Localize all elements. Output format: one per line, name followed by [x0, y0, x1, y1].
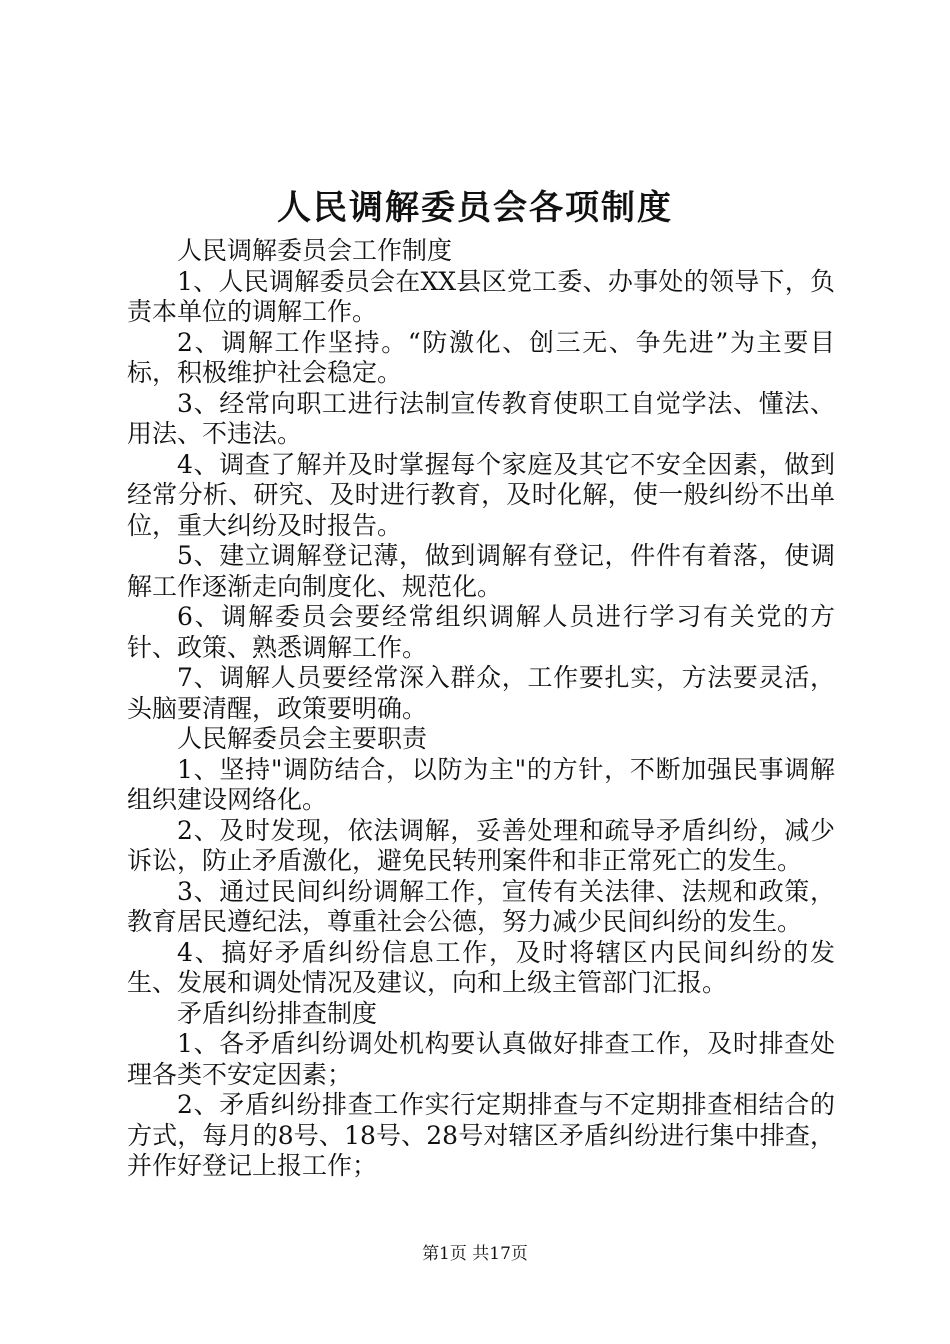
paragraph: 1、各矛盾纠纷调处机构要认真做好排查工作，及时排查处理各类不安定因素； — [127, 1029, 835, 1089]
paragraph: 7、调解人员要经常深入群众，工作要扎实，方法要灵活，头脑要清醒，政策要明确。 — [127, 663, 835, 723]
paragraph: 2、及时发现，依法调解，妥善处理和疏导矛盾纠纷，减少诉讼，防止矛盾激化，避免民转刑案件和非正常死亡的发生。 — [127, 815, 835, 875]
paragraph: 1、坚持"调防结合，以防为主"的方针，不断加强民事调解组织建设网络化。 — [127, 754, 835, 814]
paragraph: 6、调解委员会要经常组织调解人员进行学习有关党的方针、政策、熟悉调解工作。 — [127, 602, 835, 662]
paragraph: 1、人民调解委员会在XX县区党工委、办事处的领导下，负责本单位的调解工作。 — [127, 266, 835, 326]
paragraph: 3、经常向职工进行法制宣传教育使职工自觉学法、懂法、用法、不违法。 — [127, 388, 835, 448]
paragraph: 2、调解工作坚持。“防激化、创三无、争先进”为主要目标，积极维护社会稳定。 — [127, 327, 835, 387]
document-body — [127, 236, 835, 1182]
document-title: 人民调解委员会各项制度 — [277, 188, 673, 228]
section-heading: 人民调解委员会工作制度 — [177, 236, 453, 265]
paragraph: 4、调查了解并及时掌握每个家庭及其它不安全因素，做到经常分析、研究、及时进行教育，及时化解，使一般纠纷不出单位，重大纠纷及时报告。 — [127, 449, 835, 540]
section-heading: 人民解委员会主要职责 — [177, 724, 428, 753]
section-heading: 矛盾纠纷排查制度 — [177, 998, 378, 1028]
page-footer: 第1页 共17页 — [422, 1244, 528, 1264]
paragraph: 3、通过民间纠纷调解工作，宣传有关法律、法规和政策，教育居民遵纪法，尊重社会公德，努力减少民间纠纷的发生。 — [127, 876, 835, 936]
paragraph: 4、搞好矛盾纠纷信息工作，及时将辖区内民间纠纷的发生、发展和调处情况及建议，向和上级主管部门汇报。 — [127, 937, 835, 997]
paragraph: 5、建立调解登记薄，做到调解有登记，件件有着落，使调解工作逐渐走向制度化、规范化。 — [127, 541, 835, 601]
paragraph: 2、矛盾纠纷排查工作实行定期排查与不定期排查相结合的方式，每月的8号、18号、28号对辖区矛盾纠纷进行集中排查，并作好登记上报工作； — [127, 1090, 835, 1180]
